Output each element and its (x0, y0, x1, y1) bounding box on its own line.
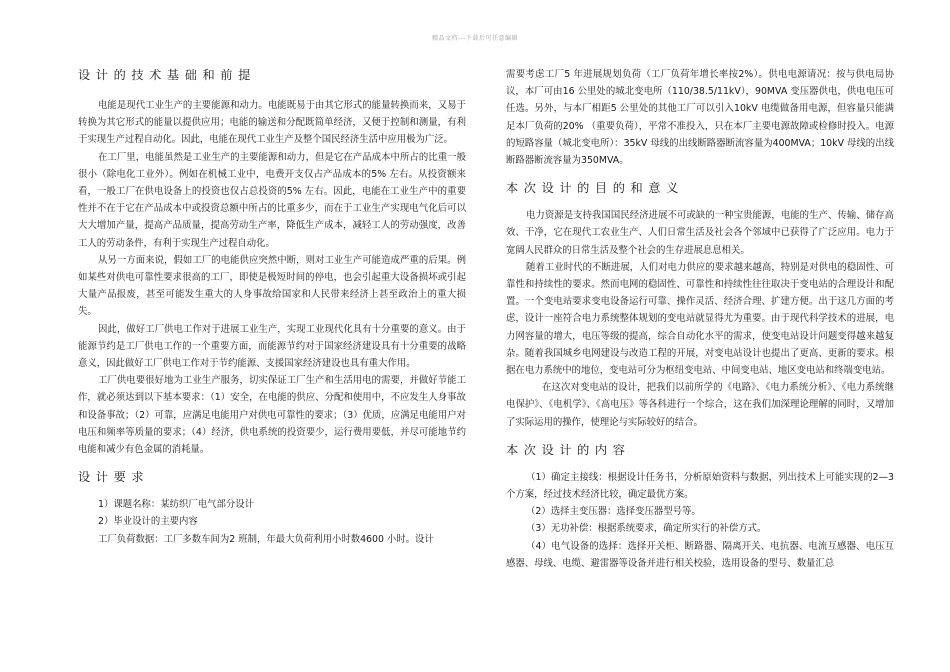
heading-design-requirements: 设计要求 (78, 470, 150, 485)
right-column (506, 66, 894, 572)
paragraph: 从另一方面来说，假如工厂的电能供应突然中断，则对工业生产可能造成严重的后果。例如某些对供电可靠性要求很高的工厂，即使是极短时间的停电，也会引起重大设备损坏或引起大量产品报废，甚至可能发生重大的人身事故给国家和人民带来经济上甚至政治上的重大损失。 (78, 254, 466, 318)
list-item: （3）无功补偿：根据系统要求，确定所实行的补偿方式。 (526, 523, 767, 535)
left-column (78, 66, 466, 548)
paragraph: 在这次对变电站的设计，把我们以前所学的《电路》、《电力系统分析》、《电力系统继电保护》、《电机学》、《高电压》等各科进行一个综合，这在我们加深理论理解的同时，又增加了实际运用的操作，使理论与实际较好的结合。 (506, 382, 894, 428)
list-item: （1）确定主接线：根据设计任务书，分析原始资料与数据，列出技术上可能实现的2—3 个方案，经过技术经济比较，确定最优方案。 (506, 471, 894, 501)
heading-technical-basis: 设计的技术基础和前提 (78, 68, 256, 82)
paragraph: 电能是现代工业生产的主要能源和动力。电能既易于由其它形式的能量转换而来，又易于转换为其它形式的能量以提供应用；电能的输送和分配既简单经济，又便于控制和测量，有利于实现生产过程自动化。因此，电能在现代工业生产及整个国民经济生活中应用极为广泛。 (78, 100, 466, 146)
paragraph: 电力资源是支持我国国民经济进展不可或缺的一种宝贵能源，电能的生产、传输、储存高效、干净，它在现代工农业生产、人们日常生活及社会各个邻域中已获得了广泛应用。电力于宽阔人民群众的日常生活及整个社会的生存进展息息相关。 (506, 210, 894, 256)
watermark: 精品文档---下载后可任意编辑 (432, 35, 518, 42)
list-item: （4）电气设备的选择：选择开关柜、断路器、隔离开关、电抗器、电流互感器、电压互感器、母线、电缆、避雷器等设备并进行相关校验，选用设备的型号、数量汇总 (506, 540, 894, 569)
list-item: 2）毕业设计的主要内容 (98, 516, 198, 528)
paragraph: 因此，做好工厂供电工作对于进展工业生产，实现工业现代化具有十分重要的意义。由于能源节约是工厂供电工作的一个重要方面，而能源节约对于国家经济建设具有十分重要的战略意义，因此做好工厂供电工作对于节约能源、支援国家经济建设也具有重大作用。 (78, 323, 466, 370)
paragraph: 工厂负荷数据：工厂多数车间为2 班制，年最大负荷利用小时数4600 小时。设计 (98, 533, 434, 545)
paragraph: 需要考虑工厂5 年进展规划负荷（工厂负荷年增长率按2%）。供电电源请况：按与供电局协议，本厂可由16 公里处的城北变电所（110/38.5/11kV），90MVA 变压器供电，供电电压可任选。另外，与本厂相距5 公里处的其他工厂可以引入10kV 电缆做备用电源，但容量只能满足本厂负荷的20% （重要负荷），平常不准投入，只在本厂主要电源故障或检修时投入。电源的短路容量（城北变电所）：35kV 母线的出线断路器断流容量为400MVA；10kV 母线的出线断路器断流容量为350MVA。 (506, 69, 894, 167)
paragraph: 随着工业时代的不断进展，人们对电力供应的要求越来越高，特别是对供电的稳固性、可靠性和持续性的要求。然而电网的稳固性、可靠性和持续性往往取决于变电站的合理设计和配置。一个变电站要求变电设备运行可靠、操作灵活、经济合理、扩建方便。出于这几方面的考虑，设计一座符合电力系统整体规划的变电站就显得尤为重要。由于现代科学技术的进展，电力网容量的增大，电压等级的提高，综合自动化水平的需求，使变电站设计问题变得越来越复杂。随着我国城乡电网建设与改造工程的开展，对变电站设计也提出了更高、更新的要求。根据在电力系统中的地位，变电站可分为枢纽变电站、中间变电站、地区变电站和终端变电站。 (506, 261, 894, 377)
list-item: （2）选择主变压器：选择变压器型号等。 (526, 506, 701, 518)
paragraph: 工厂供电要很好地为工业生产服务，切实保证工厂生产和生活用电的需要，并做好节能工作，就必须达到以下基本要求：（1）安全，在电能的供应、分配和使用中，不应发生人身事故和设备事故；（2）可靠，应满足电能用户对供电可靠性的要求；（3）优质，应满足电能用户对电压和频率等质量的要求；（4）经济，供电系统的投资要少，运行费用要低，并尽可能地节约电能和减少有色金属的消耗量。 (78, 375, 466, 456)
heading-purpose-significance: 本次设计的目的和意义 (506, 181, 684, 196)
list-item: 1）课题名称：某纺织厂电气部分设计 (98, 499, 254, 511)
heading-design-content: 本次设计的内容 (506, 442, 631, 457)
paragraph: 在工厂里，电能虽然是工业生产的主要能源和动力，但是它在产品成本中所占的比重一般很小（除电化工业外）。例如在机械工业中，电费开支仅占产品成本的5% 左右。从投资额来看，一般工厂在供电设备上的投资也仅占总投资的5% 左右。因此，电能在工业生产中的重要性并不在于它在产品成本中或投资总额中所占的比重多少，而在于工业生产实现电气化后可以大大增加产量，提高产品质量，提高劳动生产率，降低生产成本，减轻工人的劳动强度，改善工人的劳动条件，有利于实现生产过程自动化。 (78, 151, 466, 249)
